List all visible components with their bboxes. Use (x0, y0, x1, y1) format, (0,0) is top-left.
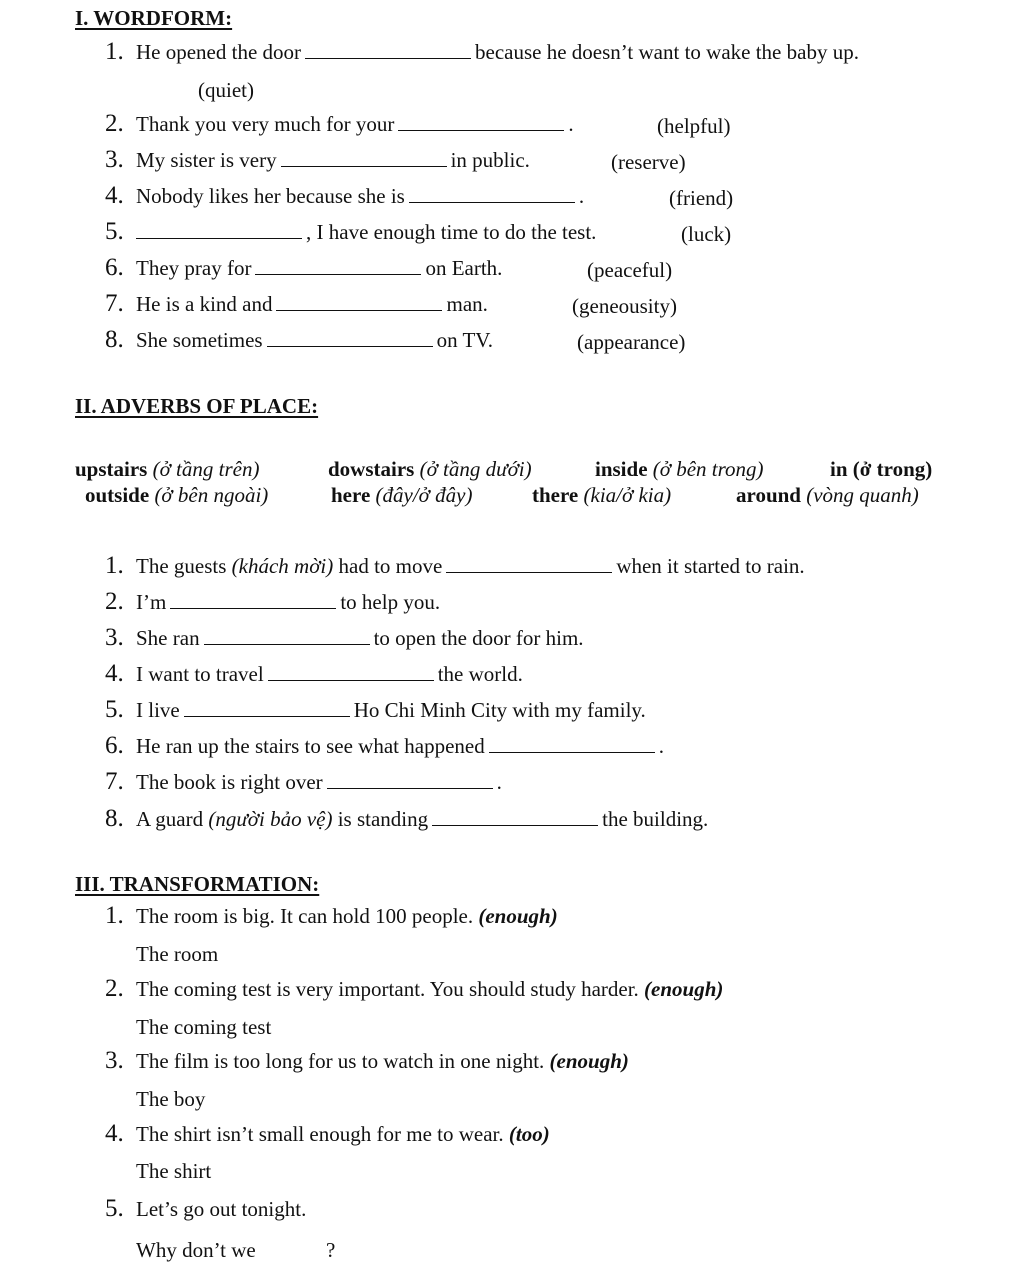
adverb-item-8: 8. A guard (người bảo vệ) is standing the building. (105, 805, 709, 832)
item-number: 2. (105, 975, 124, 1002)
item-number: 3. (105, 624, 124, 651)
word-bank-item: inside (ở bên trong) (595, 457, 764, 481)
wordform-item-3 (105, 146, 530, 174)
answer-blank[interactable] (204, 626, 370, 645)
item-number: 2. (105, 588, 124, 615)
cue-word: (enough) (549, 1049, 629, 1073)
transformation-answer-1[interactable]: The room (136, 942, 219, 966)
adverb-item-2: 2. I’m to help you. (105, 588, 441, 615)
item-number: 5. (105, 1195, 124, 1222)
answer-blank[interactable] (267, 328, 433, 347)
transformation-item-4: 4. The shirt isn’t small enough for me to wear. (too) (105, 1120, 550, 1147)
section-title-wordform: I. WORDFORM: (75, 6, 233, 30)
cutoff-item-number (106, 1275, 126, 1282)
cue-word: (too) (508, 1122, 550, 1146)
word-bank-item: around (vòng quanh) (736, 483, 919, 507)
adverb-item-1: 1. The guests (khách mời) had to move when it started to rain. (105, 552, 805, 579)
wordform-hint-7: (geneousity) (572, 294, 677, 318)
answer-blank[interactable] (398, 112, 564, 131)
item-text-before: My sister is very (136, 148, 277, 172)
transformation-answer-3[interactable]: The boy (136, 1087, 206, 1111)
item-text-before: Nobody likes her because she is (136, 184, 405, 208)
section-title-adverbs: II. ADVERBS OF PLACE: (75, 394, 319, 418)
answer-blank[interactable] (446, 554, 612, 573)
item-text-before: Thank you very much for your (136, 112, 395, 136)
transformation-answer-2[interactable]: The coming test (136, 1015, 272, 1039)
wordform-item-2 (105, 110, 574, 138)
item-text-after: in public. (450, 148, 530, 172)
item-number: 7. (105, 290, 124, 317)
wordform-hint-5: (luck) (681, 222, 732, 246)
cue-word: (enough) (478, 904, 558, 928)
answer-blank[interactable] (489, 734, 655, 753)
item-number: 6. (105, 254, 124, 281)
item-text-after: man. (446, 292, 488, 316)
item-number: 3. (105, 1047, 124, 1074)
item-text-before: They pray for (136, 256, 252, 280)
wordform-hint-1: (quiet) (198, 78, 254, 102)
answer-blank[interactable] (432, 807, 598, 826)
answer-blank[interactable] (276, 292, 442, 311)
item-number: 5. (105, 218, 124, 245)
answer-blank[interactable] (305, 40, 471, 59)
wordform-hint-2: (helpful) (657, 114, 731, 138)
answer-blank[interactable] (255, 256, 421, 275)
transformation-item-2: 2. The coming test is very important. You should study harder. (enough) (105, 975, 724, 1002)
word-bank-item: there (kia/ở kia) (532, 483, 672, 507)
item-text-before: She sometimes (136, 328, 263, 352)
word-bank-item: dowstairs (ở tầng dưới) (328, 457, 532, 481)
item-text-after: because he doesn’t want to wake the baby up. (475, 40, 859, 64)
answer-blank[interactable] (170, 590, 336, 609)
answer-blank[interactable] (268, 662, 434, 681)
transformation-answer-4[interactable]: The shirt (136, 1159, 212, 1183)
item-number: 4. (105, 1120, 124, 1147)
adverb-item-6: 6. He ran up the stairs to see what happened . (105, 732, 664, 759)
wordform-item-5 (105, 218, 596, 246)
wordform-item-7 (105, 290, 488, 318)
item-number: 7. (105, 768, 124, 795)
adverb-item-4: 4. I want to travel the world. (105, 660, 523, 687)
wordform-item-4 (105, 182, 584, 210)
wordform-hint-3: (reserve) (611, 150, 686, 174)
transformation-item-5: 5. Let’s go out tonight. (105, 1195, 307, 1222)
wordform-item-6 (105, 254, 502, 282)
item-number: 1. (105, 902, 124, 929)
item-number: 5. (105, 696, 124, 723)
transformation-answer-5-end: ? (326, 1238, 336, 1262)
answer-blank[interactable] (281, 148, 447, 167)
word-bank-item: upstairs (ở tầng trên) (75, 457, 260, 481)
adverb-item-7: 7. The book is right over . (105, 768, 502, 795)
item-number: 4. (105, 182, 124, 209)
wordform-hint-8: (appearance) (577, 330, 686, 354)
adverb-item-5: 5. I live Ho Chi Minh City with my family. (105, 696, 646, 723)
wordform-item-1 (105, 38, 859, 66)
item-text-before: He opened the door (136, 40, 302, 64)
item-text-after: on TV. (436, 328, 493, 352)
wordform-item-8 (105, 326, 493, 354)
word-bank-item: in (ở trong) (830, 457, 933, 481)
answer-blank[interactable] (136, 220, 302, 239)
transformation-answer-5[interactable]: Why don’t we (136, 1238, 256, 1262)
wordform-hint-4: (friend) (669, 186, 734, 210)
item-text-after: on Earth. (425, 256, 503, 280)
item-number: 8. (105, 805, 124, 832)
adverb-item-3: 3. She ran to open the door for him. (105, 624, 584, 651)
item-number: 3. (105, 146, 124, 173)
section-title-transformation: III. TRANSFORMATION: (75, 872, 320, 896)
item-number: 1. (105, 38, 124, 65)
item-number: 2. (105, 110, 124, 137)
transformation-item-3: 3. The film is too long for us to watch in one night. (enough) (105, 1047, 629, 1074)
answer-blank[interactable] (409, 184, 575, 203)
item-text-after: . (578, 184, 585, 208)
item-number: 4. (105, 660, 124, 687)
item-number: 6. (105, 732, 124, 759)
item-text-before: He is a kind and (136, 292, 273, 316)
wordform-hint-6: (peaceful) (587, 258, 673, 282)
word-bank-item: here (đây/ở đây) (331, 483, 473, 507)
answer-blank[interactable] (184, 698, 350, 717)
item-number: 1. (105, 552, 124, 579)
cue-word: (enough) (644, 977, 724, 1001)
word-bank-item: outside (ở bên ngoài) (85, 483, 269, 507)
item-text-after: . (568, 112, 574, 136)
transformation-item-1: 1. The room is big. It can hold 100 people. (enough) (105, 902, 558, 929)
item-number: 8. (105, 326, 124, 353)
item-text-after: , I have enough time to do the test. (306, 220, 597, 244)
answer-blank[interactable] (327, 770, 493, 789)
